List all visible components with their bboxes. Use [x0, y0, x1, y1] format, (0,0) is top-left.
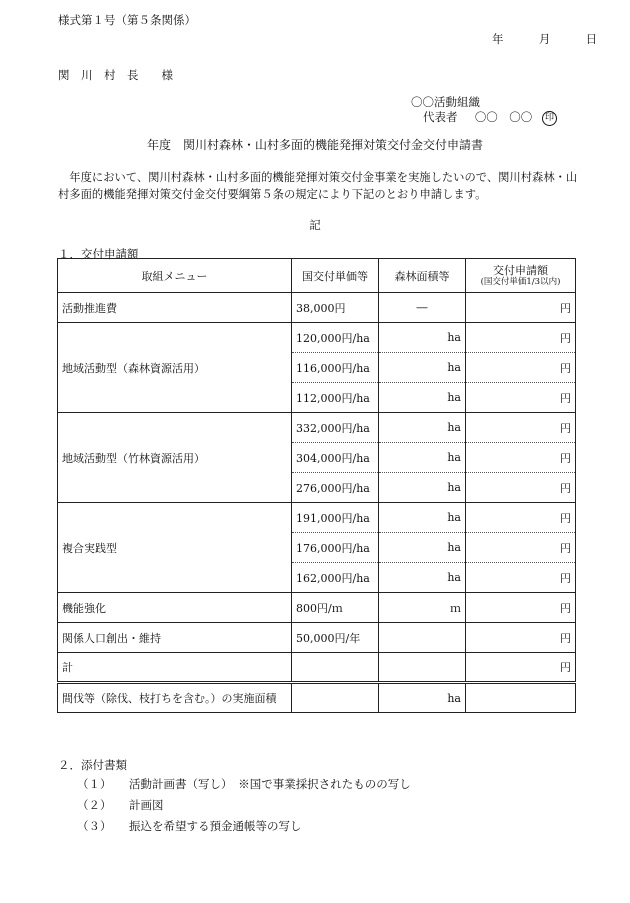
attachment-item: [77, 797, 164, 813]
row-unit: 276,000円/ha: [292, 473, 379, 503]
row-menu: 地域活動型（竹林資源活用）: [58, 413, 292, 503]
row-amount: 円: [466, 353, 576, 383]
row-area: ha: [379, 353, 466, 383]
seal-mark: 印: [542, 111, 557, 126]
intro-paragraph: 年度において、関川村森林・山村多面的機能発揮対策交付金事業を実施したいので、関川村森林・山村多面的機能発揮対策交付金交付要綱第５条の規定により下記のとおり申請します。: [58, 171, 578, 201]
table-row-total: [58, 653, 576, 683]
row-unit: 176,000円/ha: [292, 533, 379, 563]
header-unit: 国交付単価等: [292, 259, 379, 293]
table-row: [58, 323, 576, 353]
row-area: ha: [379, 683, 466, 713]
row-area: ha: [379, 383, 466, 413]
row-unit: 332,000円/ha: [292, 413, 379, 443]
row-unit: 38,000円: [292, 293, 379, 323]
row-area: ha: [379, 323, 466, 353]
attachment-text: 活動計画書（写し） ※国で事業採択されたものの写し: [129, 777, 411, 791]
header-area: 森林面積等: [379, 259, 466, 293]
table-row: [58, 293, 576, 323]
table-row: [58, 593, 576, 623]
header-amount: [466, 259, 576, 293]
attachment-number: （１）: [77, 777, 112, 791]
row-menu: 間伐等（除伐、枝打ちを含む。）の実施面積: [58, 683, 292, 713]
attachment-item: [77, 776, 411, 792]
row-amount: 円: [466, 593, 576, 623]
date-month: 月: [538, 32, 551, 46]
ki-heading: 記: [309, 218, 321, 232]
attachment-number: （２）: [77, 798, 112, 812]
representative-line: [423, 109, 557, 126]
application-amount-table: [57, 258, 576, 713]
date-line: [492, 31, 597, 47]
row-menu: 関係人口創出・維持: [58, 623, 292, 653]
row-menu: 複合実践型: [58, 503, 292, 593]
row-menu: 地域活動型（森林資源活用）: [58, 323, 292, 413]
row-area: ha: [379, 533, 466, 563]
header-amount-note: (国交付単価1/3以内): [480, 276, 561, 287]
representative-name: 〇〇 〇〇: [474, 110, 533, 124]
row-unit: 50,000円/年: [292, 623, 379, 653]
row-unit: 116,000円/ha: [292, 353, 379, 383]
row-amount: 円: [466, 413, 576, 443]
row-amount: [466, 683, 576, 713]
recipient: 関 川 村 長 様: [58, 68, 173, 82]
row-unit: 162,000円/ha: [292, 563, 379, 593]
row-amount: 円: [466, 443, 576, 473]
row-area: [379, 653, 466, 683]
row-amount: 円: [466, 323, 576, 353]
row-area: ha: [379, 503, 466, 533]
row-area: ｍ: [379, 593, 466, 623]
attachment-number: （３）: [77, 819, 112, 833]
row-amount: 円: [466, 653, 576, 683]
header-amount-label: 交付申請額: [493, 263, 548, 277]
row-menu: 計: [58, 653, 292, 683]
date-day: 日: [585, 32, 598, 46]
row-amount: 円: [466, 623, 576, 653]
organization-name: 〇〇活動組織: [411, 95, 480, 109]
row-menu: 機能強化: [58, 593, 292, 623]
table-row: [58, 623, 576, 653]
document-title: 年度 関川村森林・山村多面的機能発揮対策交付金交付申請書: [146, 138, 483, 152]
table-header-row: [58, 259, 576, 293]
row-amount: 円: [466, 533, 576, 563]
attachment-text: 振込を希望する預金通帳等の写し: [129, 819, 302, 833]
date-year: 年: [492, 32, 504, 46]
row-menu: 活動推進費: [58, 293, 292, 323]
row-area: [379, 623, 466, 653]
section-1-heading: １．交付申請額: [58, 247, 139, 261]
row-amount: 円: [466, 563, 576, 593]
row-amount: 円: [466, 383, 576, 413]
row-unit: 800円/ｍ: [292, 593, 379, 623]
attachment-item: [77, 818, 302, 834]
row-unit: 191,000円/ha: [292, 503, 379, 533]
row-amount: 円: [466, 503, 576, 533]
row-unit: [292, 653, 379, 683]
table-row: [58, 413, 576, 443]
row-unit: 304,000円/ha: [292, 443, 379, 473]
row-unit: 112,000円/ha: [292, 383, 379, 413]
table-row-thinning: [58, 683, 576, 713]
row-area: ha: [379, 563, 466, 593]
table-row: [58, 503, 576, 533]
representative-label: 代表者: [423, 110, 458, 124]
header-menu: 取組メニュー: [58, 259, 292, 293]
row-unit: [292, 683, 379, 713]
row-amount: 円: [466, 293, 576, 323]
section-2-heading: ２．添付書類: [58, 758, 127, 772]
row-unit: 120,000円/ha: [292, 323, 379, 353]
row-area: ha: [379, 443, 466, 473]
row-area: ha: [379, 413, 466, 443]
attachment-text: 計画図: [129, 798, 164, 812]
row-area: ―: [379, 293, 466, 323]
row-amount: 円: [466, 473, 576, 503]
row-area: ha: [379, 473, 466, 503]
form-number: 様式第１号（第５条関係）: [58, 13, 196, 27]
